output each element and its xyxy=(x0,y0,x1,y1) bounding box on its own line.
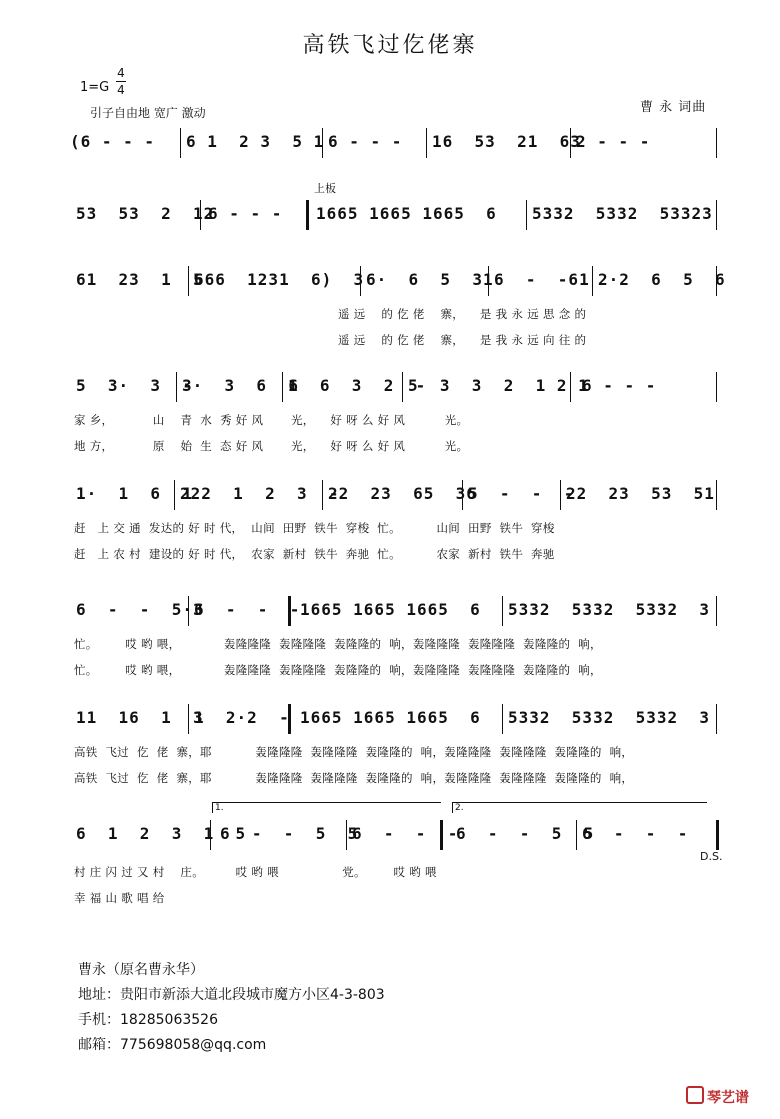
measure: 16 53 21 63 xyxy=(432,132,581,151)
measure: 1665 1665 1665 6 xyxy=(300,708,481,727)
lyric-line-1: 忙。 哎 哟 喂， 轰隆隆隆 轰隆隆隆 轰隆隆的 响，轰隆隆隆 轰隆隆隆 轰隆隆的 响， xyxy=(74,637,602,651)
measure: 6 - - 5·3 xyxy=(76,600,204,619)
page-title: 高铁飞过仡佬寨 xyxy=(302,33,478,58)
lyric-line-1: 村 庄 闪 过 又 村 庄。 哎 哟 喂 党。 哎 哟 喂 xyxy=(74,865,437,879)
measure: 1· 1 6 1 xyxy=(76,484,193,503)
lyric-line-2: 忙。 哎 哟 喂， 轰隆隆隆 轰隆隆隆 轰隆隆的 响，轰隆隆隆 轰隆隆隆 轰隆隆的 响， xyxy=(74,663,602,677)
measure: 6 - - 5 5 xyxy=(220,824,359,843)
measure: 1 2·2 - xyxy=(194,708,290,727)
measure: 222 1 2 3 - xyxy=(180,484,340,503)
measure: 3· 3 6 6 xyxy=(182,376,299,395)
tempo-marking: 引子自由地 宽广 激动 xyxy=(90,106,206,120)
lyric-line-1: 遥 远 的 仡 佬 寨， 是 我 永 远 思 念 的 xyxy=(338,307,587,321)
measure: 5 3· 3 - xyxy=(76,376,193,395)
measure: 61 23 1 5 xyxy=(76,270,204,289)
measure: 1 6 3 2 - xyxy=(288,376,427,395)
logo-icon xyxy=(686,1086,704,1104)
dal-segno-mark: D.S. xyxy=(700,850,723,863)
lyric-line-2: 地 方， 原 始 生 态 好 风 光， 好 呀 么 好 风 光。 xyxy=(74,439,469,453)
notation-line xyxy=(70,704,722,730)
measure: 5332 5332 5332 3 xyxy=(508,708,711,727)
contact-block xyxy=(78,958,385,1058)
measure: 6· 6 5 31 xyxy=(366,270,494,289)
lyric-line-2: 遥 远 的 仡 佬 寨， 是 我 永 远 向 往 的 xyxy=(338,333,587,347)
measure: 5 3 3 2 1 2 1 xyxy=(408,376,589,395)
measure: 6 - - - xyxy=(582,376,657,395)
measure: 6 - - - xyxy=(194,600,301,619)
contact-email: 邮箱：775698058@qq.com xyxy=(78,1037,267,1053)
notation-line xyxy=(70,266,726,292)
measure: 1665 1665 1665 6 xyxy=(300,600,481,619)
measure: (6 - - - xyxy=(70,132,156,151)
measure: 11 16 1 3 xyxy=(76,708,204,727)
measure: 6 - -61 xyxy=(494,270,590,289)
notation-line xyxy=(70,372,722,398)
contact-address: 地址：贵阳市新添大道北段城市魔方小区4-3-803 xyxy=(78,987,385,1003)
notation-line xyxy=(70,596,722,622)
lyric-line-1: 家 乡， 山 青 水 秀 好 风 光， 好 呀 么 好 风 光。 xyxy=(74,413,469,427)
lyric-line-2: 高铁 飞过 仡 佬 寨，耶 轰隆隆隆 轰隆隆隆 轰隆隆的 响，轰隆隆隆 轰隆隆隆 轰隆隆的 响， xyxy=(74,771,634,785)
volta-1: 1. xyxy=(212,802,441,813)
notation-line xyxy=(70,820,722,846)
measure: 1665 1665 1665 6 xyxy=(316,204,497,223)
author-credit: 曹 永 词曲 xyxy=(640,100,707,115)
lyric-line-2: 幸 福 山 歌 唱 给 xyxy=(74,891,165,905)
section-label: 上板 xyxy=(314,182,336,195)
notation-line xyxy=(70,200,722,226)
measure: 5332 5332 53323 xyxy=(532,204,713,223)
contact-phone: 手机：18285063526 xyxy=(78,1012,218,1028)
measure: 22 23 65 36 xyxy=(328,484,477,503)
measure: 5 - - - xyxy=(468,484,575,503)
measure: 22 23 53 51 xyxy=(566,484,715,503)
measure: 6 - - - xyxy=(208,204,283,223)
measure: 5332 5332 5332 3 xyxy=(508,600,711,619)
time-sig-bottom: 4 xyxy=(117,83,125,97)
key-signature: 1=G xyxy=(80,80,110,95)
notation-line xyxy=(70,480,722,506)
measure: 6 1 2 3 5 1 xyxy=(186,132,325,151)
measure: 6 1 2 3 1 5 xyxy=(76,824,247,843)
lyric-line-2: 赶 上 农 村 建设的 好 时 代， 农家 新村 铁牛 奔驰 忙。 农家 新村 铁牛 奔驰 xyxy=(74,547,555,561)
lyric-line-1: 赶 上 交 通 发达的 好 时 代， 山间 田野 铁牛 穿梭 忙。 山间 田野 铁牛 穿梭 xyxy=(74,521,555,535)
measure: 2 - - - xyxy=(576,132,651,151)
measure: 53 53 2 12 xyxy=(76,204,215,223)
contact-name: 曹永（原名曹永华） xyxy=(78,962,204,978)
volta-2: 2. xyxy=(452,802,707,813)
lyric-line-1: 高铁 飞过 仡 佬 寨，耶 轰隆隆隆 轰隆隆隆 轰隆隆的 响，轰隆隆隆 轰隆隆隆 轰隆隆的 响， xyxy=(74,745,634,759)
time-signature xyxy=(116,66,126,97)
notation-line xyxy=(70,128,722,154)
measure: 2·2 6 5 6 xyxy=(598,270,726,289)
logo-text: 琴艺谱 xyxy=(707,1090,749,1106)
measure: 6 - - 5 5 xyxy=(456,824,595,843)
measure: 666 1231 6) 3 xyxy=(194,270,365,289)
measure: 6 - - - xyxy=(352,824,459,843)
measure: 6 - - - xyxy=(582,824,689,843)
site-logo xyxy=(686,1086,749,1107)
measure: 6 - - - xyxy=(328,132,403,151)
time-sig-top: 4 xyxy=(117,66,125,80)
